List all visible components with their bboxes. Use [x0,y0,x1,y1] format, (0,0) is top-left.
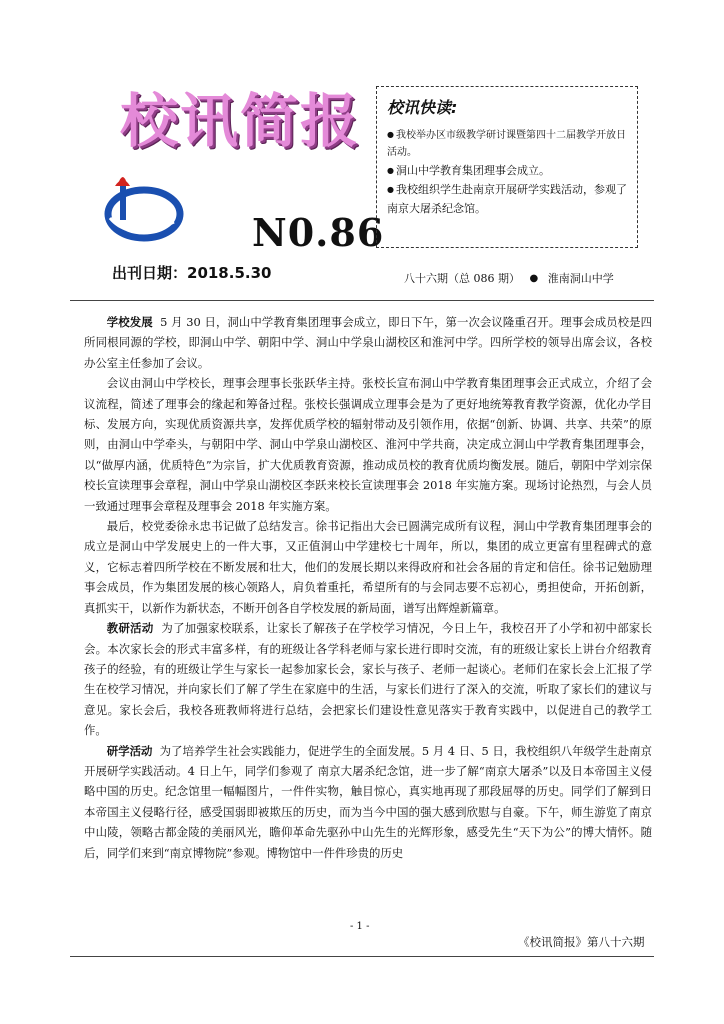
bullet-icon: ● [387,130,394,139]
publication-date: 出刊日期：2018.5.30 [112,264,272,282]
article-body [84,312,652,863]
article-paragraph: 最后，校党委徐永忠书记做了总结发言。徐书记指出大会已圆满完成所有议程，洞山中学教育集团理事会的成立是洞山中学发展史上的一件大事，又正值洞山中学建校七十周年，所以，集团的成立更富有里程碑式的意义，它标志着四所学校在不断发展和壮大，他们的发展长期以来得政府和社会各届的肯定和信任。徐书记勉励理事会成员，作为集团发展的核心领路人，肩负着重托，希望所有的与会同志要不忘初心，勇担使命，开拓创新，真抓实干，以新作为新状态，不断开创各自学校发展的新局面，谱写出辉煌新篇章。 [84,519,652,615]
article-paragraph: 教研活动 为了加强家校联系，让家长了解孩子在学校学习情况，今日上午，我校召开了小学和初中部家长会。本次家长会的形式丰富多样，有的班级让各学科老师与家长进行即时交流，有的班级让家长上讲台介绍教育孩子的经验，有的班级让学生与家长一起参加家长会，家长与孩子、老师一起谈心。老师们在家长会上汇报了学生在校学习情况，并向家长们了解了学生在家庭中的生活，与家长们进行了深入的交流，听取了家长们的建议与意见。家长会后，我校各班教师将进行总结，会把家长们建设性意见落实于教育实践中，以促进自己的教学工作。 [84,621,652,738]
section-heading: 研学活动 [106,743,153,758]
section-heading: 学校发展 [106,315,153,329]
article-paragraph: 研学活动 为了培养学生社会实践能力，促进学生的全面发展。5 月 4 日、5 日，我校组织八年级学生赴南京开展研学实践活动。4 日上午，同学们参观了 南京大屠杀纪念馆，进一步了解“南京大屠杀”以及日本帝国主义侵略中国的历史。纪念馆里一幅幅图片，一件件实物，触目惊心，真实地再现了那段屈辱的历史。同学们了解到日本帝国主义侵略行径，感受国弱即被欺压的历史，而为当今中国的强大感到欣慰与自豪。下午，师生游览了南京中山陵，领略古都金陵的美丽风光，瞻仰革命先驱孙中山先生的光辉形象，感受先生“天下为公”的博大情怀。随后，同学们来到“南京博物院”参观。博物馆中一件件珍贵的历史 [84,743,652,860]
bullet-icon: ● [387,185,394,194]
quick-read-item: ● 我校组织学生赴南京开展研学实践活动，参观了 南京大屠杀纪念馆。 [387,183,627,215]
bullet-icon: ● [387,166,394,175]
quick-read-box [376,86,638,248]
issue-line [404,270,614,286]
quick-read-item: ● 我校举办区市级教学研讨课暨第四十二届教学开放日活动。 [387,130,626,158]
masthead-title: 校讯简报 [120,87,361,155]
quick-read-item: ● 洞山中学教育集团理事会成立。 [387,164,550,177]
bullet-icon: ● [529,273,539,284]
article-paragraph: 学校发展 5 月 30 日，洞山中学教育集团理事会成立，即日下午，第一次会议隆重召开。理事会成员校是四所同根同源的学校，即洞山中学、朝阳中学、洞山中学泉山湖校区和淮河中学。四所学校的领导出席会议，各校办公室主任参加了会议。 [84,315,652,370]
school-torch-logo-icon [100,172,184,244]
footer-divider [70,956,654,957]
quick-read-title: 校讯快读: [387,98,458,117]
school-name: 淮南洞山中学 [547,272,614,285]
page-number: - 1 - [350,921,370,932]
issue-number: N0.86 [252,210,385,255]
footer-title: 《校讯简报》第八十六期 [518,935,645,949]
article-paragraph: 会议由洞山中学校长，理事会理事长张跃华主持。张校长宣布洞山中学教育集团理事会正式成立，介绍了会议流程，简述了理事会的缘起和筹备过程。张校长强调成立理事会是为了更好地统筹教育教学资源，优化办学目标、发展方向，实现优质资源共享，发挥优质学校的辐射带动及引领作用，依据“创新、协调、共享、共荣”的原则，由洞山中学牵头，与朝阳中学、洞山中学泉山湖校区、淮河中学共商，决定成立洞山中学教育集团理事会，以“做厚内涵，优质特色”为宗旨，扩大优质教育资源，推动成员校的教育优质均衡发展。随后，朝阳中学刘宗保校长宣读理事会章程，洞山中学泉山湖校区李跃来校长宣读理事会 2018 年实施方案。现场讨论热烈，与会人员一致通过理事会章程及理事会 2018 年实施方案。 [84,376,652,513]
section-heading: 教研活动 [106,621,154,636]
header-divider [70,300,654,301]
issue-info: 八十六期（总 086 期） [404,272,520,285]
